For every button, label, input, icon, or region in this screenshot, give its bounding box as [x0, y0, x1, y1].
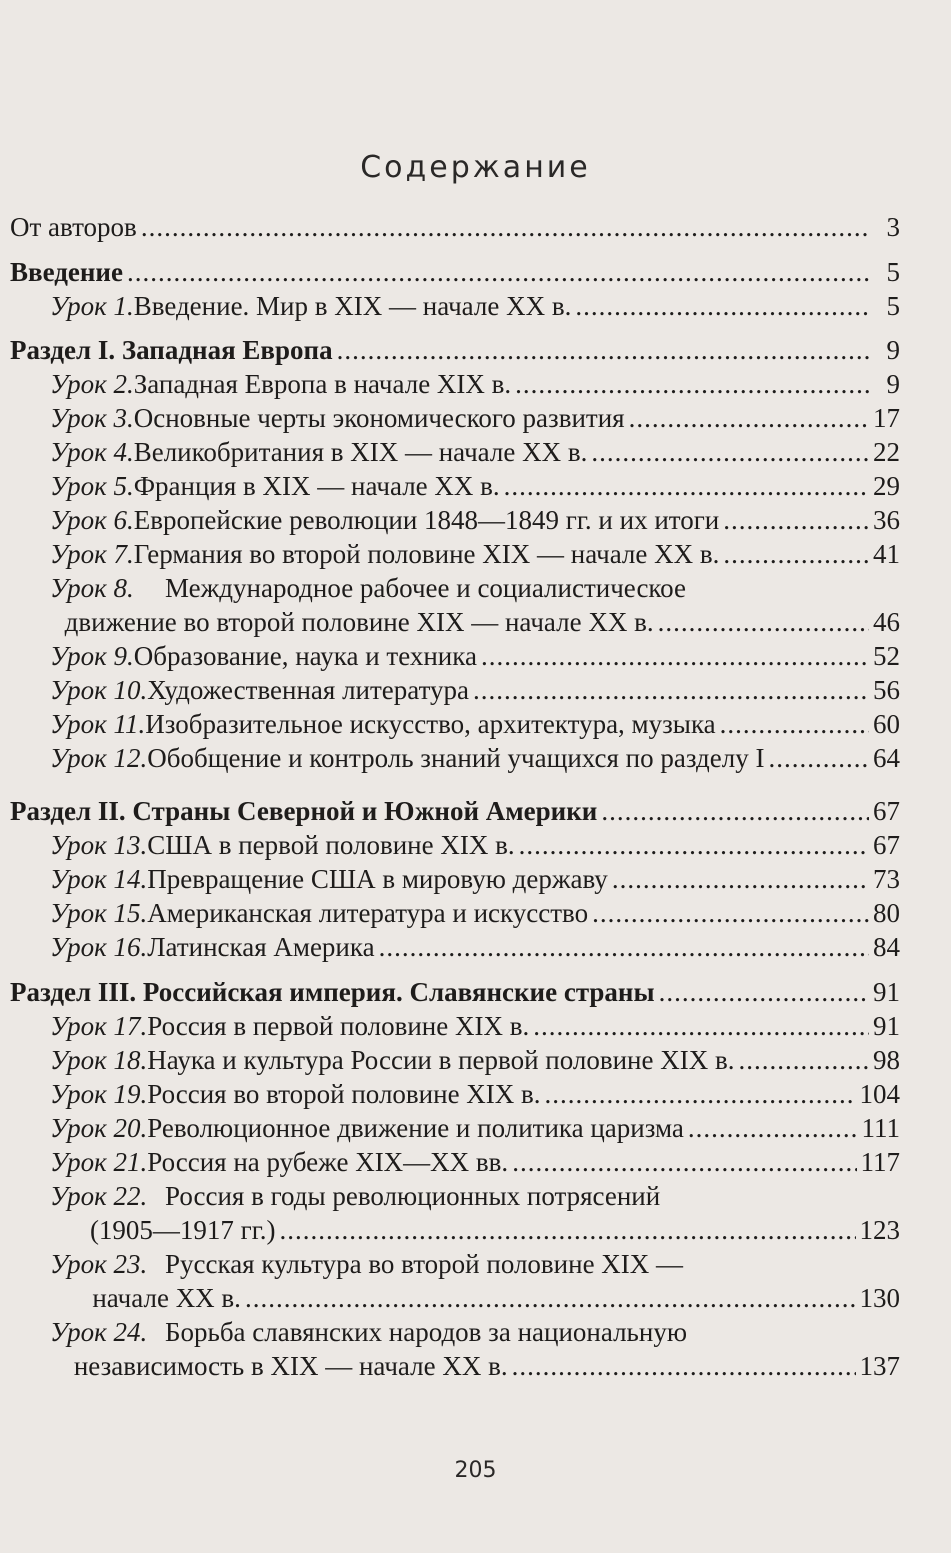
leader-dots [591, 435, 869, 469]
entry-text: Революционное движение и политика царизма [147, 1113, 684, 1143]
entry-page: 56 [873, 675, 900, 705]
toc-lesson-9[interactable] [10, 639, 900, 673]
lesson-label: Урок 8. [50, 573, 134, 603]
toc-lesson-23[interactable] [10, 1247, 900, 1281]
entry-page: 22 [873, 437, 900, 467]
entry-text: Введение. Мир в XIX — начале XX в. [133, 291, 572, 321]
toc-lesson-8[interactable] [10, 571, 900, 605]
leader-dots [545, 1077, 856, 1111]
lesson-label: Урок 1. [50, 291, 134, 321]
leader-dots [504, 469, 869, 503]
lesson-label: Урок 17. [50, 1011, 148, 1041]
entry-text-line2: независимость в XIX — начале XX в. [73, 1351, 508, 1381]
entry-text: Наука и культура России в первой половине XIX в. [147, 1045, 735, 1075]
leader-dots [601, 794, 869, 828]
toc-lesson-16[interactable] [10, 930, 900, 964]
leader-dots [337, 333, 870, 367]
toc-lesson-4[interactable] [10, 435, 900, 469]
leader-dots [688, 1111, 858, 1145]
lesson-label: Урок 3. [50, 403, 134, 433]
entry-page: 36 [873, 505, 900, 535]
lesson-label: Урок 5. [50, 471, 134, 501]
lesson-label: Урок 7. [50, 539, 134, 569]
toc-lesson-22-cont[interactable] [10, 1213, 900, 1247]
lesson-label: Урок 13. [50, 830, 148, 860]
toc-lesson-6[interactable] [10, 503, 900, 537]
leader-dots [379, 930, 869, 964]
toc-lesson-14[interactable] [10, 862, 900, 896]
toc-lesson-2[interactable] [10, 367, 900, 401]
toc-lesson-8-cont[interactable] [10, 605, 900, 639]
leader-dots [723, 503, 869, 537]
lesson-label: Урок 9. [50, 641, 134, 671]
entry-page: 130 [859, 1283, 900, 1313]
leader-dots [723, 537, 869, 571]
toc-lesson-5[interactable] [10, 469, 900, 503]
entry-text: Американская литература и искусство [147, 898, 589, 928]
leader-dots [575, 289, 870, 323]
lesson-label: Урок 2. [50, 369, 134, 399]
entry-text: Западная Европа в начале XIX в. [133, 369, 512, 399]
toc-lesson-15[interactable] [10, 896, 900, 930]
lesson-label: Урок 22. [50, 1181, 148, 1211]
entry-page: 67 [873, 830, 900, 860]
toc-lesson-20[interactable] [10, 1111, 900, 1145]
lesson-label: Урок 6. [50, 505, 134, 535]
entry-page: 91 [873, 977, 900, 1007]
entry-page: 17 [873, 403, 900, 433]
lesson-label: Урок 10. [50, 675, 148, 705]
entry-page: 9 [886, 335, 900, 365]
leader-dots [481, 639, 869, 673]
toc-section-1[interactable] [10, 333, 900, 367]
entry-page: 46 [873, 607, 900, 637]
leader-dots [738, 1043, 869, 1077]
entry-text: Великобритания в XIX — начале XX в. [133, 437, 588, 467]
entry-text: Россия на рубеже XIX—XX вв. [147, 1147, 509, 1177]
toc-lesson-17[interactable] [10, 1009, 900, 1043]
lesson-label: Урок 20. [50, 1113, 148, 1143]
entry-text: Основные черты экономического развития [133, 403, 625, 433]
lesson-label: Урок 19. [50, 1079, 148, 1109]
entry-text: От авторов [10, 212, 137, 242]
toc-lesson-22[interactable] [10, 1179, 900, 1213]
leader-dots [280, 1213, 856, 1247]
toc-lesson-7[interactable] [10, 537, 900, 571]
toc-lesson-3[interactable] [10, 401, 900, 435]
entry-page: 111 [861, 1113, 900, 1143]
leader-dots [720, 707, 869, 741]
entry-text: Введение [10, 257, 123, 287]
leader-dots [512, 1349, 856, 1383]
entry-text-line2: движение во второй половине XIX — начале XX в. [64, 607, 654, 637]
page-number: 205 [454, 1458, 497, 1483]
entry-page: 5 [886, 257, 900, 287]
entry-text: Германия во второй половине XIX — начале XX в. [133, 539, 720, 569]
entry-page: 3 [886, 212, 900, 242]
entry-text-line2: (1905—1917 гг.) [89, 1215, 276, 1245]
entry-text: Международное рабочее и социалистическое [165, 573, 686, 603]
lesson-label: Урок 16. [50, 932, 148, 962]
leader-dots [141, 210, 870, 244]
entry-page: 80 [873, 898, 900, 928]
entry-text: Раздел III. Российская империя. Славянские страны [10, 977, 655, 1007]
toc-section-3[interactable] [10, 975, 900, 1009]
entry-text: Раздел II. Страны Северной и Южной Америки [10, 796, 598, 826]
entry-text: Борьба славянских народов за национальную [165, 1317, 687, 1347]
entry-text: Россия во второй половине XIX в. [147, 1079, 541, 1109]
entry-text: Обобщение и контроль знаний учащихся по разделу I [147, 743, 765, 773]
toc-lesson-24-cont[interactable] [10, 1349, 900, 1383]
lesson-label: Урок 12. [50, 743, 148, 773]
leader-dots [612, 862, 869, 896]
entry-page: 64 [873, 743, 900, 773]
entry-page: 137 [859, 1351, 900, 1381]
leader-dots [127, 255, 870, 289]
leader-dots [658, 605, 869, 639]
toc-lesson-23-cont[interactable] [10, 1281, 900, 1315]
toc-lesson-13[interactable] [10, 828, 900, 862]
lesson-label: Урок 24. [50, 1317, 148, 1347]
entry-page: 91 [873, 1011, 900, 1041]
entry-text: Россия в годы революционных потрясений [165, 1181, 661, 1211]
entry-page: 73 [873, 864, 900, 894]
entry-page: 5 [886, 291, 900, 321]
leader-dots [515, 367, 870, 401]
entry-text: Художественная литература [147, 675, 469, 705]
entry-text: Образование, наука и техника [133, 641, 477, 671]
leader-dots [519, 828, 869, 862]
entry-text: Европейские революции 1848—1849 гг. и их итоги [133, 505, 720, 535]
lesson-label: Урок 11. [50, 709, 146, 739]
leader-dots [533, 1009, 869, 1043]
lesson-label: Урок 18. [50, 1045, 148, 1075]
entry-text: Изобразительное искусство, архитектура, музыка [145, 709, 716, 739]
leader-dots [512, 1145, 856, 1179]
entry-page: 123 [859, 1215, 900, 1245]
leader-dots [592, 896, 869, 930]
lesson-label: Урок 23. [50, 1249, 148, 1279]
leader-dots [629, 401, 869, 435]
toc-lesson-12[interactable] [10, 741, 900, 775]
entry-page: 29 [873, 471, 900, 501]
leader-dots [473, 673, 869, 707]
entry-page: 9 [886, 369, 900, 399]
entry-page: 52 [873, 641, 900, 671]
entry-text-line2: начале XX в. [92, 1283, 241, 1313]
toc-lesson-18[interactable] [10, 1043, 900, 1077]
page-title: Содержание [360, 150, 591, 185]
entry-text: Латинская Америка [147, 932, 375, 962]
entry-text: Раздел I. Западная Европа [10, 335, 333, 365]
entry-page: 117 [860, 1147, 900, 1177]
toc-section-intro[interactable] [10, 255, 900, 289]
lesson-label: Урок 15. [50, 898, 148, 928]
toc-lesson-1[interactable] [10, 289, 900, 323]
entry-page: 104 [859, 1079, 900, 1109]
toc-entry-forword[interactable] [10, 210, 900, 244]
entry-text: Франция в XIX — начале XX в. [133, 471, 500, 501]
lesson-label: Урок 21. [50, 1147, 148, 1177]
entry-text: Русская культура во второй половине XIX — [165, 1249, 684, 1279]
toc-lesson-11[interactable] [10, 707, 900, 741]
entry-page: 67 [873, 796, 900, 826]
leader-dots [245, 1281, 856, 1315]
entry-text: Россия в первой половине XIX в. [147, 1011, 530, 1041]
toc-lesson-10[interactable] [10, 673, 900, 707]
lesson-label: Урок 4. [50, 437, 134, 467]
toc-section-2[interactable] [10, 794, 900, 828]
toc-lesson-19[interactable] [10, 1077, 900, 1111]
toc-lesson-21[interactable] [10, 1145, 900, 1179]
entry-page: 60 [873, 709, 900, 739]
entry-text: Превращение США в мировую державу [147, 864, 608, 894]
entry-page: 41 [873, 539, 900, 569]
entry-page: 84 [873, 932, 900, 962]
entry-text: США в первой половине XIX в. [147, 830, 515, 860]
entry-page: 98 [873, 1045, 900, 1075]
leader-dots [768, 741, 869, 775]
lesson-label: Урок 14. [50, 864, 148, 894]
leader-dots [659, 975, 869, 1009]
toc-lesson-24[interactable] [10, 1315, 900, 1349]
